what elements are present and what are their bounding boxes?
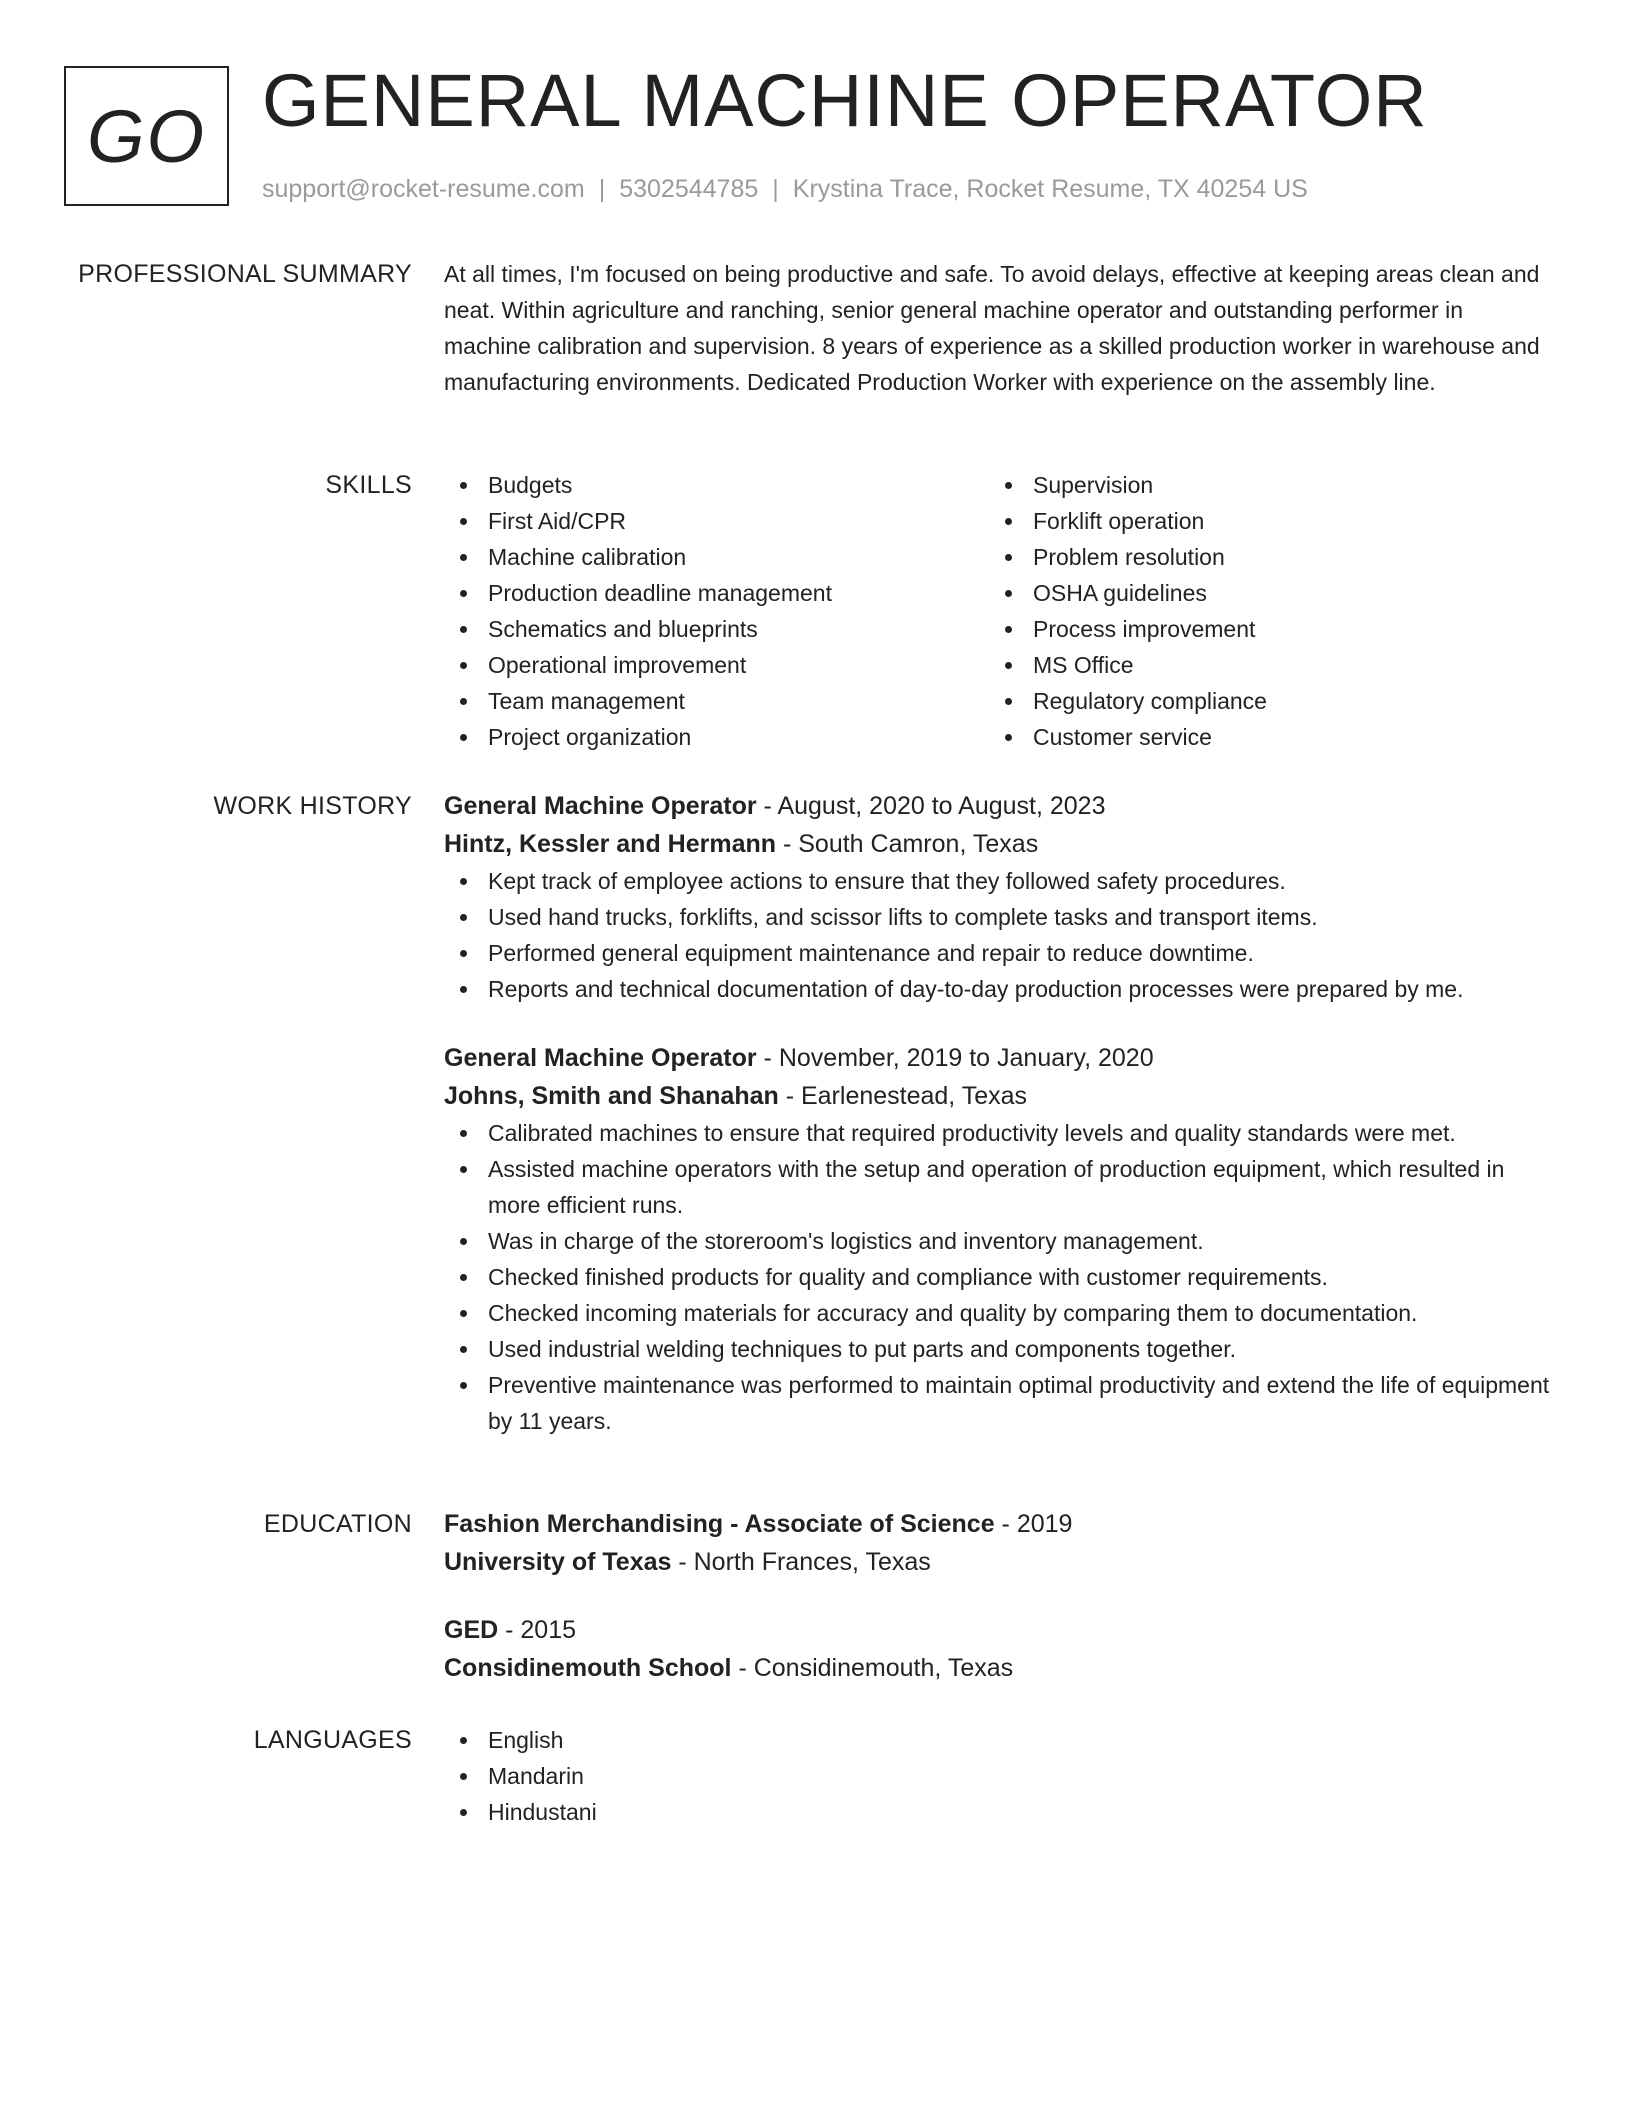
job-bullet: Assisted machine operators with the setup and operation of production equipment, which resulted in more efficient runs. bbox=[444, 1151, 1554, 1223]
job-role: General Machine Operator bbox=[444, 1044, 757, 1072]
contact-line bbox=[262, 174, 1308, 204]
summary-body bbox=[444, 259, 1554, 400]
education-school: Considinemouth School bbox=[444, 1654, 732, 1682]
summary-text: At all times, I'm focused on being productive and safe. To avoid delays, effective at keeping areas clean and neat. Within agriculture and ranching, senior general machine operator and outstanding performer in machine calibration and supervision. 8 years of experience as a skilled production worker in warehouse and manufacturing environments. Dedicated Production Worker with experience on the assembly line. bbox=[444, 261, 1540, 395]
education-degree: Fashion Merchandising - Associate of Science bbox=[444, 1510, 995, 1538]
contact-phone[interactable]: 5302544785 bbox=[619, 175, 759, 203]
job-bullet: Checked incoming materials for accuracy and quality by comparing them to documentation. bbox=[444, 1295, 1554, 1331]
languages-list bbox=[444, 1722, 1554, 1830]
monogram-initials: GO bbox=[86, 94, 207, 178]
education-degree-line bbox=[444, 1611, 1554, 1649]
education-location: - Considinemouth, Texas bbox=[731, 1654, 1014, 1682]
education-body bbox=[444, 1509, 1554, 1687]
skill-item: MS Office bbox=[989, 647, 1534, 683]
skills-title: SKILLS bbox=[325, 471, 412, 499]
job-company: Johns, Smith and Shanahan bbox=[444, 1082, 779, 1110]
resume-name: GENERAL MACHINE OPERATOR bbox=[262, 59, 1428, 142]
education-school-line bbox=[444, 1649, 1554, 1687]
skill-item: Operational improvement bbox=[444, 647, 989, 683]
job-bullet: Performed general equipment maintenance and repair to reduce downtime. bbox=[444, 935, 1554, 971]
skill-item: Machine calibration bbox=[444, 539, 989, 575]
skills-body bbox=[444, 470, 1554, 755]
skill-item: Customer service bbox=[989, 719, 1534, 755]
job-bullets bbox=[444, 1115, 1554, 1439]
education-title: EDUCATION bbox=[263, 1510, 412, 1538]
education-entry bbox=[444, 1505, 1554, 1581]
skill-item: Project organization bbox=[444, 719, 989, 755]
skill-item: Production deadline management bbox=[444, 575, 989, 611]
job-company: Hintz, Kessler and Hermann bbox=[444, 830, 777, 858]
language-item: Hindustani bbox=[444, 1794, 1554, 1830]
skill-item: Schematics and blueprints bbox=[444, 611, 989, 647]
skill-item: First Aid/CPR bbox=[444, 503, 989, 539]
languages-body bbox=[444, 1725, 1554, 1830]
education-school: University of Texas bbox=[444, 1548, 672, 1576]
work-body bbox=[444, 791, 1554, 1439]
skills-grid bbox=[444, 467, 1554, 755]
job-title-line bbox=[444, 787, 1554, 825]
skills-list-left bbox=[444, 467, 989, 755]
job-bullet: Reports and technical documentation of day-to-day production processes were prepared by me. bbox=[444, 971, 1554, 1007]
contact-separator: | bbox=[598, 175, 606, 203]
job-entry bbox=[444, 787, 1554, 1007]
skill-item: Team management bbox=[444, 683, 989, 719]
education-year: - 2019 bbox=[994, 1510, 1073, 1538]
skill-item: Process improvement bbox=[989, 611, 1534, 647]
job-bullet: Was in charge of the storeroom's logistics and inventory management. bbox=[444, 1223, 1554, 1259]
languages-title: LANGUAGES bbox=[253, 1726, 412, 1754]
skills-list-right bbox=[989, 467, 1534, 755]
job-company-line bbox=[444, 1077, 1554, 1115]
job-dates: - August, 2020 to August, 2023 bbox=[756, 792, 1106, 820]
work-title: WORK HISTORY bbox=[213, 792, 412, 820]
education-degree-line bbox=[444, 1505, 1554, 1543]
job-bullet: Calibrated machines to ensure that required productivity levels and quality standards were met. bbox=[444, 1115, 1554, 1151]
job-role: General Machine Operator bbox=[444, 792, 757, 820]
job-title-line bbox=[444, 1039, 1554, 1077]
contact-address: Krystina Trace, Rocket Resume, TX 40254 US bbox=[792, 175, 1308, 203]
job-bullet: Checked finished products for quality and compliance with customer requirements. bbox=[444, 1259, 1554, 1295]
job-company-line bbox=[444, 825, 1554, 863]
job-bullet: Kept track of employee actions to ensure that they followed safety procedures. bbox=[444, 863, 1554, 899]
job-dates: - November, 2019 to January, 2020 bbox=[756, 1044, 1154, 1072]
contact-email[interactable]: support@rocket-resume.com bbox=[262, 175, 585, 203]
skill-item: Problem resolution bbox=[989, 539, 1534, 575]
monogram-box bbox=[64, 66, 229, 206]
job-location: - Earlenestead, Texas bbox=[778, 1082, 1028, 1110]
job-bullet: Used industrial welding techniques to put parts and components together. bbox=[444, 1331, 1554, 1367]
job-bullet: Used hand trucks, forklifts, and scissor lifts to complete tasks and transport items. bbox=[444, 899, 1554, 935]
language-item: Mandarin bbox=[444, 1758, 1554, 1794]
summary-title: PROFESSIONAL SUMMARY bbox=[78, 260, 412, 288]
skill-item: Forklift operation bbox=[989, 503, 1534, 539]
education-entry bbox=[444, 1611, 1554, 1687]
skill-item: Regulatory compliance bbox=[989, 683, 1534, 719]
skill-item: OSHA guidelines bbox=[989, 575, 1534, 611]
education-location: - North Frances, Texas bbox=[671, 1548, 931, 1576]
education-year: - 2015 bbox=[498, 1616, 577, 1644]
skill-item: Supervision bbox=[989, 467, 1534, 503]
language-item: English bbox=[444, 1722, 1554, 1758]
job-entry bbox=[444, 1039, 1554, 1439]
job-bullet: Preventive maintenance was performed to maintain optimal productivity and extend the life of equipment by 11 years. bbox=[444, 1367, 1554, 1439]
job-location: - South Camron, Texas bbox=[776, 830, 1039, 858]
education-school-line bbox=[444, 1543, 1554, 1581]
job-bullets bbox=[444, 863, 1554, 1007]
education-degree: GED bbox=[444, 1616, 499, 1644]
skill-item: Budgets bbox=[444, 467, 989, 503]
contact-separator: | bbox=[772, 175, 779, 203]
